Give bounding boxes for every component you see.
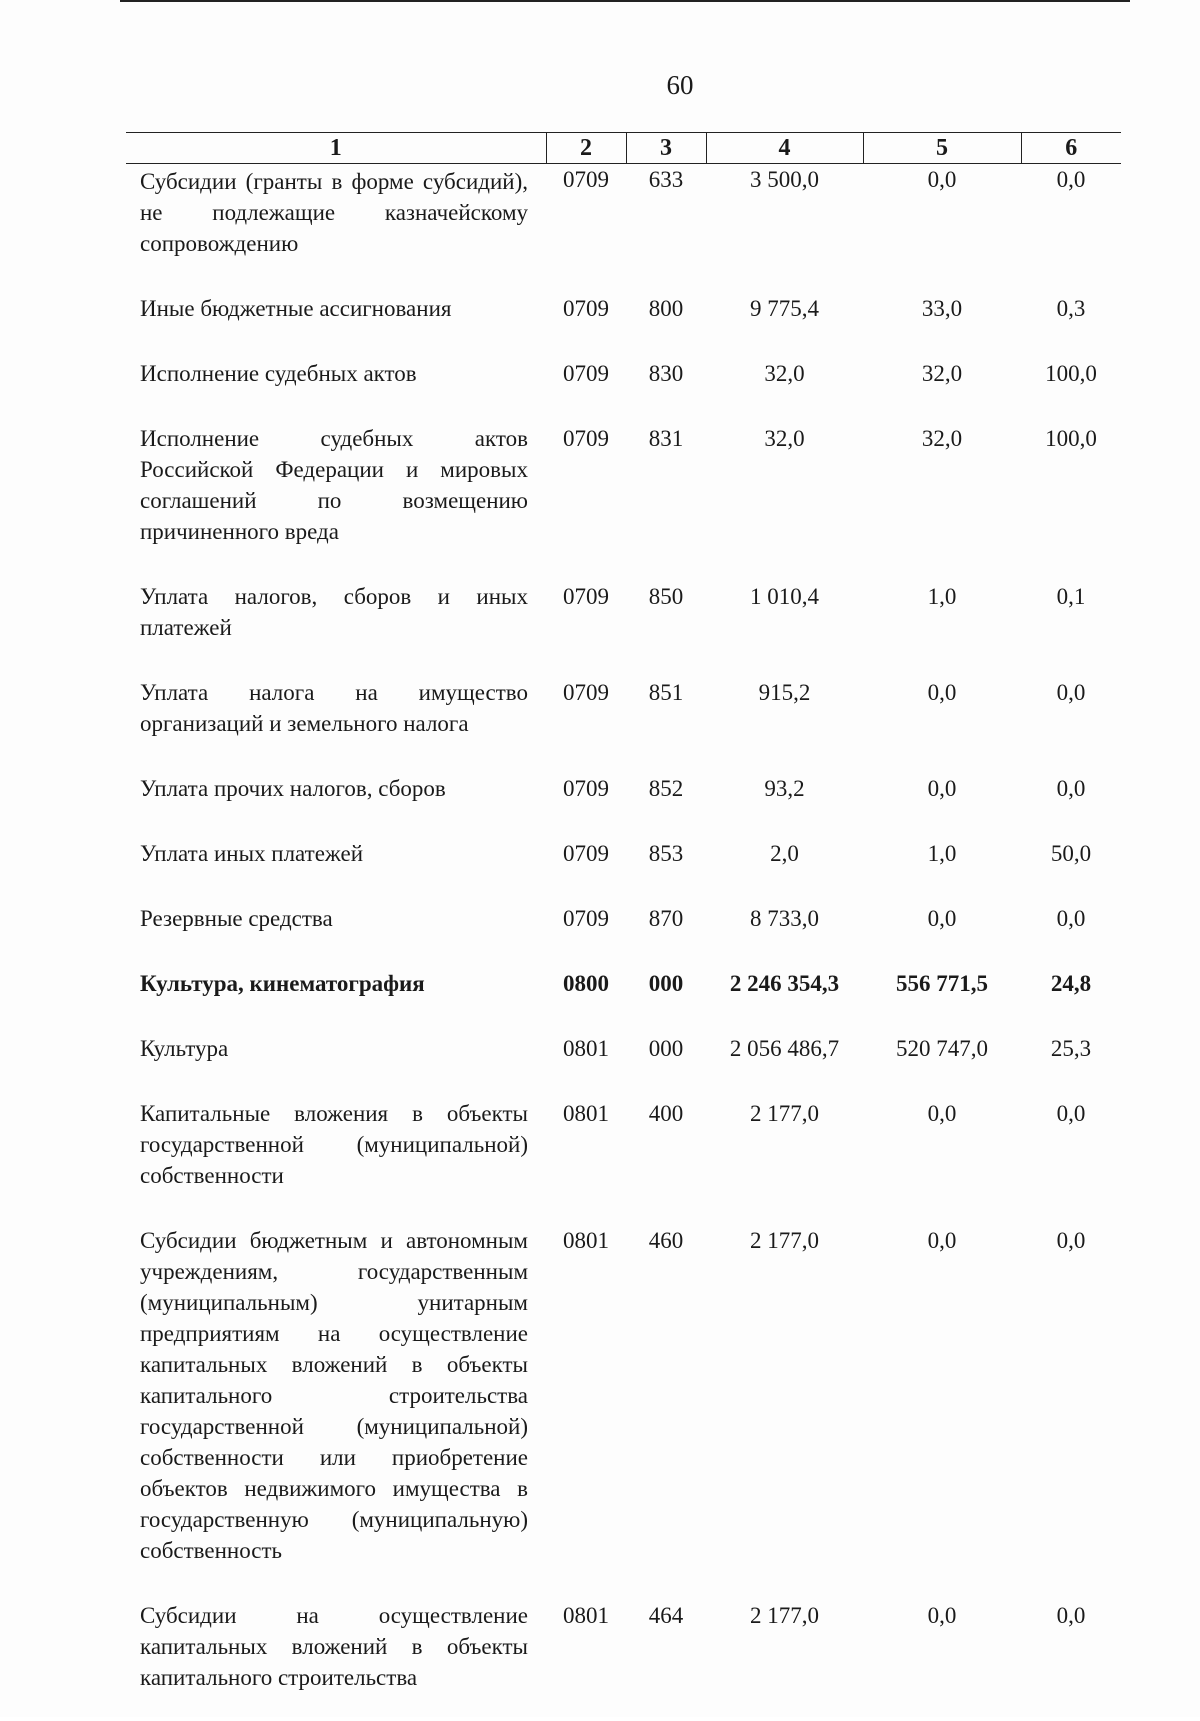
row-name-cell: Субсидии на осуществление капитальных вложений в объекты капитального строительства xyxy=(126,1594,546,1721)
row-plan-value-cell: 2 177,0 xyxy=(706,1594,863,1721)
top-edge-rule xyxy=(120,0,1130,2)
row-expense-type-cell: 853 xyxy=(626,832,706,897)
row-actual-value-cell: 0,0 xyxy=(863,897,1021,962)
row-actual-value-cell: 1,0 xyxy=(863,575,1021,671)
row-section-code-cell: 0709 xyxy=(546,352,626,417)
row-section-code-cell: 0709 xyxy=(546,575,626,671)
row-percent-cell: 0,0 xyxy=(1021,767,1121,832)
row-percent-cell: 50,0 xyxy=(1021,832,1121,897)
row-expense-type-cell: 460 xyxy=(626,1219,706,1594)
row-name-cell: Уплата иных платежей xyxy=(126,832,546,897)
row-actual-value-cell: 0,0 xyxy=(863,671,1021,767)
table-row xyxy=(126,352,1121,417)
row-actual-value-cell: 556 771,5 xyxy=(863,962,1021,1027)
row-expense-type-cell: 851 xyxy=(626,671,706,767)
table-row xyxy=(126,1594,1121,1721)
row-section-code-cell: 0709 xyxy=(546,287,626,352)
table-row xyxy=(126,832,1121,897)
row-expense-type-cell: 830 xyxy=(626,352,706,417)
row-name-cell: Культура xyxy=(126,1027,546,1092)
column-header-6: 6 xyxy=(1021,133,1121,164)
row-section-code-cell: 0709 xyxy=(546,897,626,962)
table-row xyxy=(126,164,1121,288)
row-plan-value-cell: 2,0 xyxy=(706,832,863,897)
row-percent-cell: 0,1 xyxy=(1021,575,1121,671)
row-percent-cell: 24,8 xyxy=(1021,962,1121,1027)
row-plan-value-cell: 2 056 486,7 xyxy=(706,1027,863,1092)
row-plan-value-cell: 2 246 354,3 xyxy=(706,962,863,1027)
row-percent-cell: 100,0 xyxy=(1021,352,1121,417)
row-actual-value-cell: 32,0 xyxy=(863,417,1021,575)
row-expense-type-cell: 850 xyxy=(626,575,706,671)
row-name-cell: Культура, кинематография xyxy=(126,962,546,1027)
column-header-2: 2 xyxy=(546,133,626,164)
row-name-cell: Исполнение судебных актов xyxy=(126,352,546,417)
row-plan-value-cell: 32,0 xyxy=(706,417,863,575)
table-body xyxy=(126,164,1121,1721)
row-section-code-cell: 0801 xyxy=(546,1594,626,1721)
row-section-code-cell: 0709 xyxy=(546,417,626,575)
row-actual-value-cell: 0,0 xyxy=(863,1594,1021,1721)
table-row xyxy=(126,962,1121,1027)
column-header-4: 4 xyxy=(706,133,863,164)
row-section-code-cell: 0709 xyxy=(546,671,626,767)
row-name-cell: Резервные средства xyxy=(126,897,546,962)
row-expense-type-cell: 800 xyxy=(626,287,706,352)
row-actual-value-cell: 33,0 xyxy=(863,287,1021,352)
row-section-code-cell: 0801 xyxy=(546,1219,626,1594)
row-percent-cell: 0,3 xyxy=(1021,287,1121,352)
row-section-code-cell: 0709 xyxy=(546,832,626,897)
row-expense-type-cell: 000 xyxy=(626,962,706,1027)
row-expense-type-cell: 400 xyxy=(626,1092,706,1219)
row-name-cell: Субсидии (гранты в форме субсидий), не подлежащие казначейскому сопровождению xyxy=(126,164,546,288)
column-header-1: 1 xyxy=(126,133,546,164)
table-row xyxy=(126,1027,1121,1092)
row-plan-value-cell: 32,0 xyxy=(706,352,863,417)
table-row xyxy=(126,417,1121,575)
row-plan-value-cell: 1 010,4 xyxy=(706,575,863,671)
row-actual-value-cell: 0,0 xyxy=(863,1092,1021,1219)
row-expense-type-cell: 831 xyxy=(626,417,706,575)
row-percent-cell: 0,0 xyxy=(1021,1594,1121,1721)
table-row xyxy=(126,897,1121,962)
row-actual-value-cell: 520 747,0 xyxy=(863,1027,1021,1092)
row-section-code-cell: 0801 xyxy=(546,1027,626,1092)
column-header-5: 5 xyxy=(863,133,1021,164)
row-plan-value-cell: 3 500,0 xyxy=(706,164,863,288)
row-name-cell: Уплата прочих налогов, сборов xyxy=(126,767,546,832)
row-plan-value-cell: 9 775,4 xyxy=(706,287,863,352)
row-actual-value-cell: 0,0 xyxy=(863,767,1021,832)
row-percent-cell: 100,0 xyxy=(1021,417,1121,575)
row-expense-type-cell: 633 xyxy=(626,164,706,288)
row-plan-value-cell: 8 733,0 xyxy=(706,897,863,962)
row-name-cell: Капитальные вложения в объекты государственной (муниципальной) собственности xyxy=(126,1092,546,1219)
row-actual-value-cell: 32,0 xyxy=(863,352,1021,417)
table-row xyxy=(126,1092,1121,1219)
table-row xyxy=(126,1219,1121,1594)
row-name-cell: Иные бюджетные ассигнования xyxy=(126,287,546,352)
table-row xyxy=(126,767,1121,832)
row-percent-cell: 0,0 xyxy=(1021,671,1121,767)
row-section-code-cell: 0709 xyxy=(546,767,626,832)
row-percent-cell: 0,0 xyxy=(1021,897,1121,962)
table-header-row xyxy=(126,133,1121,164)
row-plan-value-cell: 93,2 xyxy=(706,767,863,832)
row-expense-type-cell: 870 xyxy=(626,897,706,962)
row-plan-value-cell: 2 177,0 xyxy=(706,1092,863,1219)
row-percent-cell: 25,3 xyxy=(1021,1027,1121,1092)
row-name-cell: Субсидии бюджетным и автономным учреждениям, государственным (муниципальным) унитарным предприятиям на осуществление капитальных вложений в объекты капитального строительства государственной (муниципальной) собственности или приобретение объектов недвижимого имущества в государственную (муниципальную) собственность xyxy=(126,1219,546,1594)
row-plan-value-cell: 915,2 xyxy=(706,671,863,767)
table-row xyxy=(126,287,1121,352)
page-number: 60 xyxy=(0,70,1200,101)
row-name-cell: Исполнение судебных актов Российской Федерации и мировых соглашений по возмещению причиненного вреда xyxy=(126,417,546,575)
row-expense-type-cell: 000 xyxy=(626,1027,706,1092)
row-section-code-cell: 0709 xyxy=(546,164,626,288)
row-actual-value-cell: 0,0 xyxy=(863,1219,1021,1594)
row-actual-value-cell: 0,0 xyxy=(863,164,1021,288)
row-percent-cell: 0,0 xyxy=(1021,164,1121,288)
row-name-cell: Уплата налогов, сборов и иных платежей xyxy=(126,575,546,671)
table-row xyxy=(126,671,1121,767)
row-actual-value-cell: 1,0 xyxy=(863,832,1021,897)
row-name-cell: Уплата налога на имущество организаций и земельного налога xyxy=(126,671,546,767)
row-section-code-cell: 0801 xyxy=(546,1092,626,1219)
row-expense-type-cell: 852 xyxy=(626,767,706,832)
row-percent-cell: 0,0 xyxy=(1021,1092,1121,1219)
column-header-3: 3 xyxy=(626,133,706,164)
row-expense-type-cell: 464 xyxy=(626,1594,706,1721)
table-row xyxy=(126,575,1121,671)
row-plan-value-cell: 2 177,0 xyxy=(706,1219,863,1594)
budget-table xyxy=(126,132,1121,1721)
row-percent-cell: 0,0 xyxy=(1021,1219,1121,1594)
row-section-code-cell: 0800 xyxy=(546,962,626,1027)
